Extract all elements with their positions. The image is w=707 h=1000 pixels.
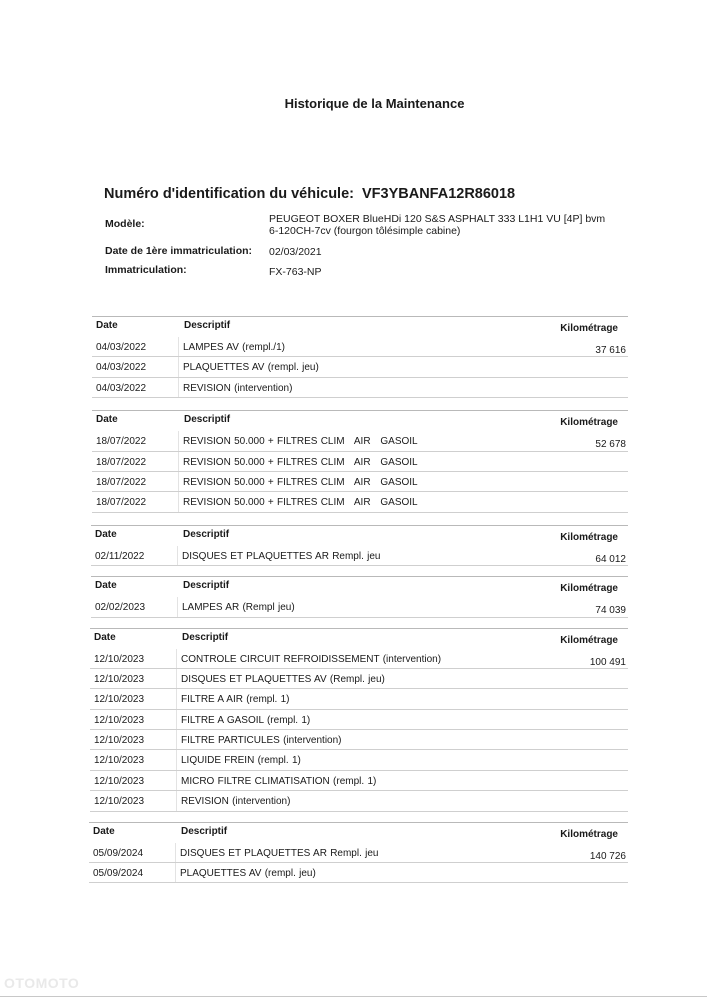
cell-description: REVISION (intervention) [183, 382, 293, 394]
cell-description: REVISION 50.000 + FILTRES CLIM AIR GASOIL [183, 456, 418, 468]
cell-date: 12/10/2023 [94, 735, 145, 747]
table-header [89, 822, 628, 843]
cell-date: 02/11/2022 [95, 550, 145, 562]
maintenance-table [90, 628, 628, 812]
model-label: Modèle: [105, 218, 145, 230]
cell-description: REVISION (intervention) [181, 796, 291, 808]
column-divider [176, 771, 177, 790]
cell-mileage: 74 039 [595, 605, 626, 617]
cell-date: 04/03/2022 [96, 342, 147, 353]
column-divider [175, 843, 176, 862]
table-row [92, 431, 628, 451]
column-divider [176, 649, 177, 668]
cell-description: LAMPES AV (rempl./1) [183, 342, 285, 353]
table-row [90, 750, 628, 770]
cell-description: DISQUES ET PLAQUETTES AR Rempl. jeu [180, 847, 379, 859]
cell-description: FILTRE A AIR (rempl. 1) [181, 694, 290, 706]
cell-description: LIQUIDE FREIN (rempl. 1) [181, 755, 301, 767]
table-row [92, 492, 628, 512]
column-divider [176, 689, 177, 708]
column-header-mileage: Kilométrage [560, 531, 618, 543]
plate-row [105, 264, 625, 286]
model-row [105, 212, 625, 242]
column-divider [178, 472, 179, 491]
maintenance-table [91, 525, 628, 566]
column-header-date: Date [96, 320, 118, 331]
column-header-date: Date [95, 528, 117, 540]
cell-date: 12/10/2023 [94, 653, 145, 665]
model-line-1: PEUGEOT BOXER BlueHDi 120 S&S ASPHALT 333 L1H1 VU [4P] bvm [269, 213, 606, 225]
cell-date: 12/10/2023 [94, 694, 145, 706]
page-bottom-divider [0, 996, 707, 997]
watermark: OTOMOTO [4, 975, 80, 991]
table-row [91, 597, 628, 617]
maintenance-table [89, 822, 628, 884]
table-header [90, 628, 628, 649]
column-divider [178, 452, 179, 471]
cell-description: MICRO FILTRE CLIMATISATION (rempl. 1) [181, 775, 377, 787]
plate-label: Immatriculation: [105, 264, 187, 276]
table-row [90, 689, 628, 709]
column-divider [176, 730, 177, 749]
cell-date: 05/09/2024 [93, 847, 144, 859]
table-row [90, 730, 628, 750]
cell-description: CONTROLE CIRCUIT REFROIDISSEMENT (intervention) [181, 653, 442, 665]
table-row [90, 771, 628, 791]
vin-line [104, 186, 515, 202]
column-divider [177, 546, 178, 565]
cell-date: 04/03/2022 [96, 382, 147, 394]
model-line-2: 6-120CH-7cv (fourgon tôlésimple cabine) [269, 225, 461, 237]
page-title: Historique de la Maintenance [284, 96, 465, 111]
column-divider [176, 669, 177, 688]
column-header-mileage: Kilométrage [560, 323, 618, 334]
cell-date: 18/07/2022 [96, 436, 147, 448]
cell-description: REVISION 50.000 + FILTRES CLIM AIR GASOIL [183, 476, 418, 488]
column-divider [175, 863, 176, 882]
column-divider [177, 597, 178, 616]
table-row [89, 863, 628, 883]
cell-date: 18/07/2022 [96, 476, 147, 488]
cell-date: 02/02/2023 [95, 602, 146, 614]
column-header-mileage: Kilométrage [560, 417, 618, 429]
column-header-description: Descriptif [183, 580, 230, 592]
maintenance-table [91, 576, 628, 617]
cell-mileage: 37 616 [595, 345, 626, 356]
column-header-description: Descriptif [184, 414, 231, 426]
model-value [269, 213, 609, 237]
table-header [92, 410, 628, 431]
table-row [90, 649, 628, 669]
table-row [92, 472, 628, 492]
registration-date-row [105, 242, 625, 264]
cell-date: 12/10/2023 [94, 755, 145, 767]
cell-description: PLAQUETTES AV (rempl. jeu) [180, 868, 316, 880]
column-divider [176, 791, 177, 810]
table-row [92, 378, 628, 398]
maintenance-table [92, 316, 628, 398]
cell-description: REVISION 50.000 + FILTRES CLIM AIR GASOIL [183, 436, 418, 448]
cell-description: DISQUES ET PLAQUETTES AV (Rempl. jeu) [181, 673, 385, 685]
table-row [91, 546, 628, 566]
cell-date: 12/10/2023 [94, 714, 145, 726]
cell-date: 12/10/2023 [94, 775, 145, 787]
table-header [92, 316, 628, 337]
cell-mileage: 140 726 [589, 850, 626, 862]
column-header-description: Descriptif [183, 528, 230, 540]
cell-date: 18/07/2022 [96, 497, 147, 509]
maintenance-tables [92, 316, 628, 883]
cell-description: LAMPES AR (Rempl jeu) [182, 602, 295, 614]
column-divider [178, 431, 179, 450]
table-row [90, 710, 628, 730]
table-row [90, 791, 628, 811]
column-header-date: Date [96, 414, 118, 426]
table-row [89, 843, 628, 863]
column-header-mileage: Kilométrage [560, 634, 618, 646]
cell-description: PLAQUETTES AV (rempl. jeu) [183, 362, 319, 374]
cell-description: DISQUES ET PLAQUETTES AR Rempl. jeu [182, 550, 381, 562]
column-header-date: Date [94, 631, 116, 643]
column-header-date: Date [93, 825, 115, 837]
cell-date: 12/10/2023 [94, 796, 145, 808]
registration-date-label: Date de 1ère immatriculation: [105, 245, 253, 257]
column-header-description: Descriptif [181, 825, 228, 837]
plate-value: FX-763-NP [269, 266, 322, 278]
column-header-date: Date [95, 580, 117, 592]
cell-date: 18/07/2022 [96, 456, 147, 468]
table-row [92, 452, 628, 472]
column-divider [178, 378, 179, 397]
cell-date: 04/03/2022 [96, 362, 147, 374]
cell-date: 12/10/2023 [94, 673, 145, 685]
cell-description: FILTRE A GASOIL (rempl. 1) [181, 714, 311, 726]
cell-mileage: 52 678 [595, 439, 626, 451]
table-header [91, 525, 628, 546]
column-header-mileage: Kilométrage [560, 583, 618, 595]
registration-date-value: 02/03/2021 [269, 246, 322, 258]
column-divider [178, 337, 179, 356]
cell-description: REVISION 50.000 + FILTRES CLIM AIR GASOIL [183, 497, 418, 509]
vehicle-info [105, 212, 625, 286]
table-row [90, 669, 628, 689]
vin-label: Numéro d'identification du véhicule: [104, 186, 354, 202]
column-divider [178, 492, 179, 511]
table-row [92, 337, 628, 357]
column-divider [176, 710, 177, 729]
column-header-description: Descriptif [184, 320, 231, 331]
table-header [91, 576, 628, 597]
table-row [92, 357, 628, 377]
cell-date: 05/09/2024 [93, 868, 144, 880]
vin-value: VF3YBANFA12R86018 [361, 186, 516, 202]
maintenance-table [92, 410, 628, 513]
column-header-mileage: Kilométrage [560, 828, 618, 840]
cell-mileage: 64 012 [595, 553, 626, 565]
column-header-description: Descriptif [182, 631, 229, 643]
column-divider [176, 750, 177, 769]
cell-description: FILTRE PARTICULES (intervention) [181, 735, 342, 747]
cell-mileage: 100 491 [589, 656, 626, 668]
column-divider [178, 357, 179, 376]
